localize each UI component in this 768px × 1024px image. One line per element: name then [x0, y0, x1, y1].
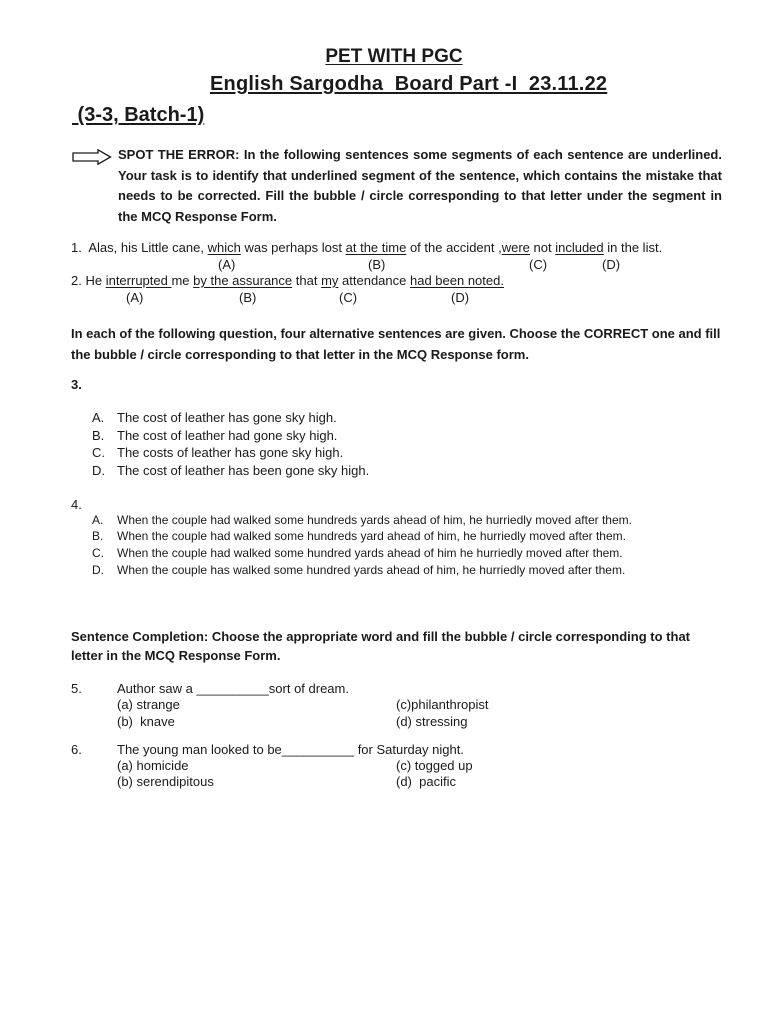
question-number: 2. — [71, 273, 82, 288]
q4-option-text: When the couple had walked some hundreds yard ahead of him, he hurriedly moved after them. — [117, 529, 626, 543]
q2-label-a: (A) — [126, 290, 144, 305]
q6-option-c: (c) togged up — [396, 758, 473, 773]
question-6-number: 6. — [71, 742, 82, 757]
q5-option-d: (d) stressing — [396, 714, 468, 729]
q2-text: attendance — [338, 273, 410, 288]
page-subtitle: English Sargodha Board Part -I 23.11.22 — [210, 73, 608, 95]
q5-option-a: (a) strange — [117, 697, 180, 712]
q4-option-text: When the couple has walked some hundred yards ahead of him, he hurriedly moved after them. — [117, 563, 626, 577]
q1-label-d: (D) — [602, 257, 621, 272]
q3-option-letter: D. — [92, 463, 105, 478]
q5-option-c: (c)philanthropist — [396, 697, 489, 712]
q2-segment-b: by the assurance — [193, 273, 293, 288]
arrow-right-icon — [72, 149, 112, 165]
q1-label-c: (C) — [529, 257, 548, 272]
q3-option-text: The costs of leather has gone sky high. — [117, 445, 344, 460]
q6-option-b: (b) serendipitous — [117, 774, 214, 789]
q1-segment-c: were — [501, 240, 530, 255]
q3-option-text: The cost of leather has been gone sky high. — [117, 463, 370, 478]
batch-label: (3-3, Batch-1) — [72, 104, 205, 126]
q3-option-letter: A. — [92, 410, 105, 425]
q1-text: in the list. — [603, 240, 663, 255]
q2-text: that — [292, 273, 322, 288]
question-number: 1. — [71, 240, 82, 255]
q4-option-letter: C. — [92, 546, 104, 560]
q1-text: of the accident , — [406, 240, 502, 255]
q2-text: me — [171, 273, 194, 288]
q1-text: not — [529, 240, 556, 255]
correct-sentence-instruction: In each of the following question, four alternative sentences are given. Choose the CORRECT one and fill the bubble / circle corresponding to that letter in the MCQ Response form. — [71, 326, 721, 362]
q4-option-text: When the couple had walked some hundred yards ahead of him he hurriedly moved after them. — [117, 546, 623, 560]
q2-segment-a: interrupted — [105, 273, 172, 288]
q4-option-text: When the couple had walked some hundreds yards ahead of him, he hurriedly moved after them. — [117, 513, 632, 527]
q1-segment-b: at the time — [345, 240, 407, 255]
question-2 — [71, 273, 504, 288]
spot-error-instruction: SPOT THE ERROR: In the following sentences some segments of each sentence are underlined. Your task is to identify that underlined segment of the sentence, which contains the mistake that needs to be corrected. Fill the bubble / circle corresponding to that letter under the segment in the MCQ Response Form. — [118, 147, 722, 224]
sentence-completion-instruction: Sentence Completion: Choose the appropriate word and fill the bubble / circle corresponding to that letter in the MCQ Response Form. — [71, 629, 690, 663]
q1-text: Alas, his Little cane, — [88, 240, 208, 255]
page-title: PET WITH PGC — [325, 46, 463, 67]
q1-text: was perhaps lost — [240, 240, 346, 255]
q1-label-b: (B) — [368, 257, 386, 272]
q5-stem: Author saw a __________sort of dream. — [117, 681, 349, 696]
question-3-number: 3. — [71, 377, 82, 392]
q4-option-letter: D. — [92, 563, 104, 577]
q2-segment-c: my — [321, 273, 339, 288]
q2-label-d: (D) — [451, 290, 470, 305]
q4-option-letter: A. — [92, 513, 104, 527]
q1-segment-a: which — [207, 240, 241, 255]
q3-option-text: The cost of leather had gone sky high. — [117, 428, 338, 443]
q3-option-text: The cost of leather has gone sky high. — [117, 410, 337, 425]
q3-option-letter: C. — [92, 445, 105, 460]
q2-label-c: (C) — [339, 290, 358, 305]
q6-option-d: (d) pacific — [396, 774, 456, 789]
q2-text: He — [85, 273, 106, 288]
q6-stem: The young man looked to be__________ for Saturday night. — [117, 742, 464, 757]
q3-option-letter: B. — [92, 428, 105, 443]
q6-option-a: (a) homicide — [117, 758, 189, 773]
q4-option-letter: B. — [92, 529, 104, 543]
question-1 — [71, 240, 662, 255]
q2-label-b: (B) — [239, 290, 257, 305]
question-4-number: 4. — [71, 497, 82, 512]
q2-segment-d: had been noted. — [409, 273, 504, 288]
q5-option-b: (b) knave — [117, 714, 175, 729]
q1-segment-d: included — [555, 240, 604, 255]
q1-label-a: (A) — [218, 257, 236, 272]
question-5-number: 5. — [71, 681, 82, 696]
